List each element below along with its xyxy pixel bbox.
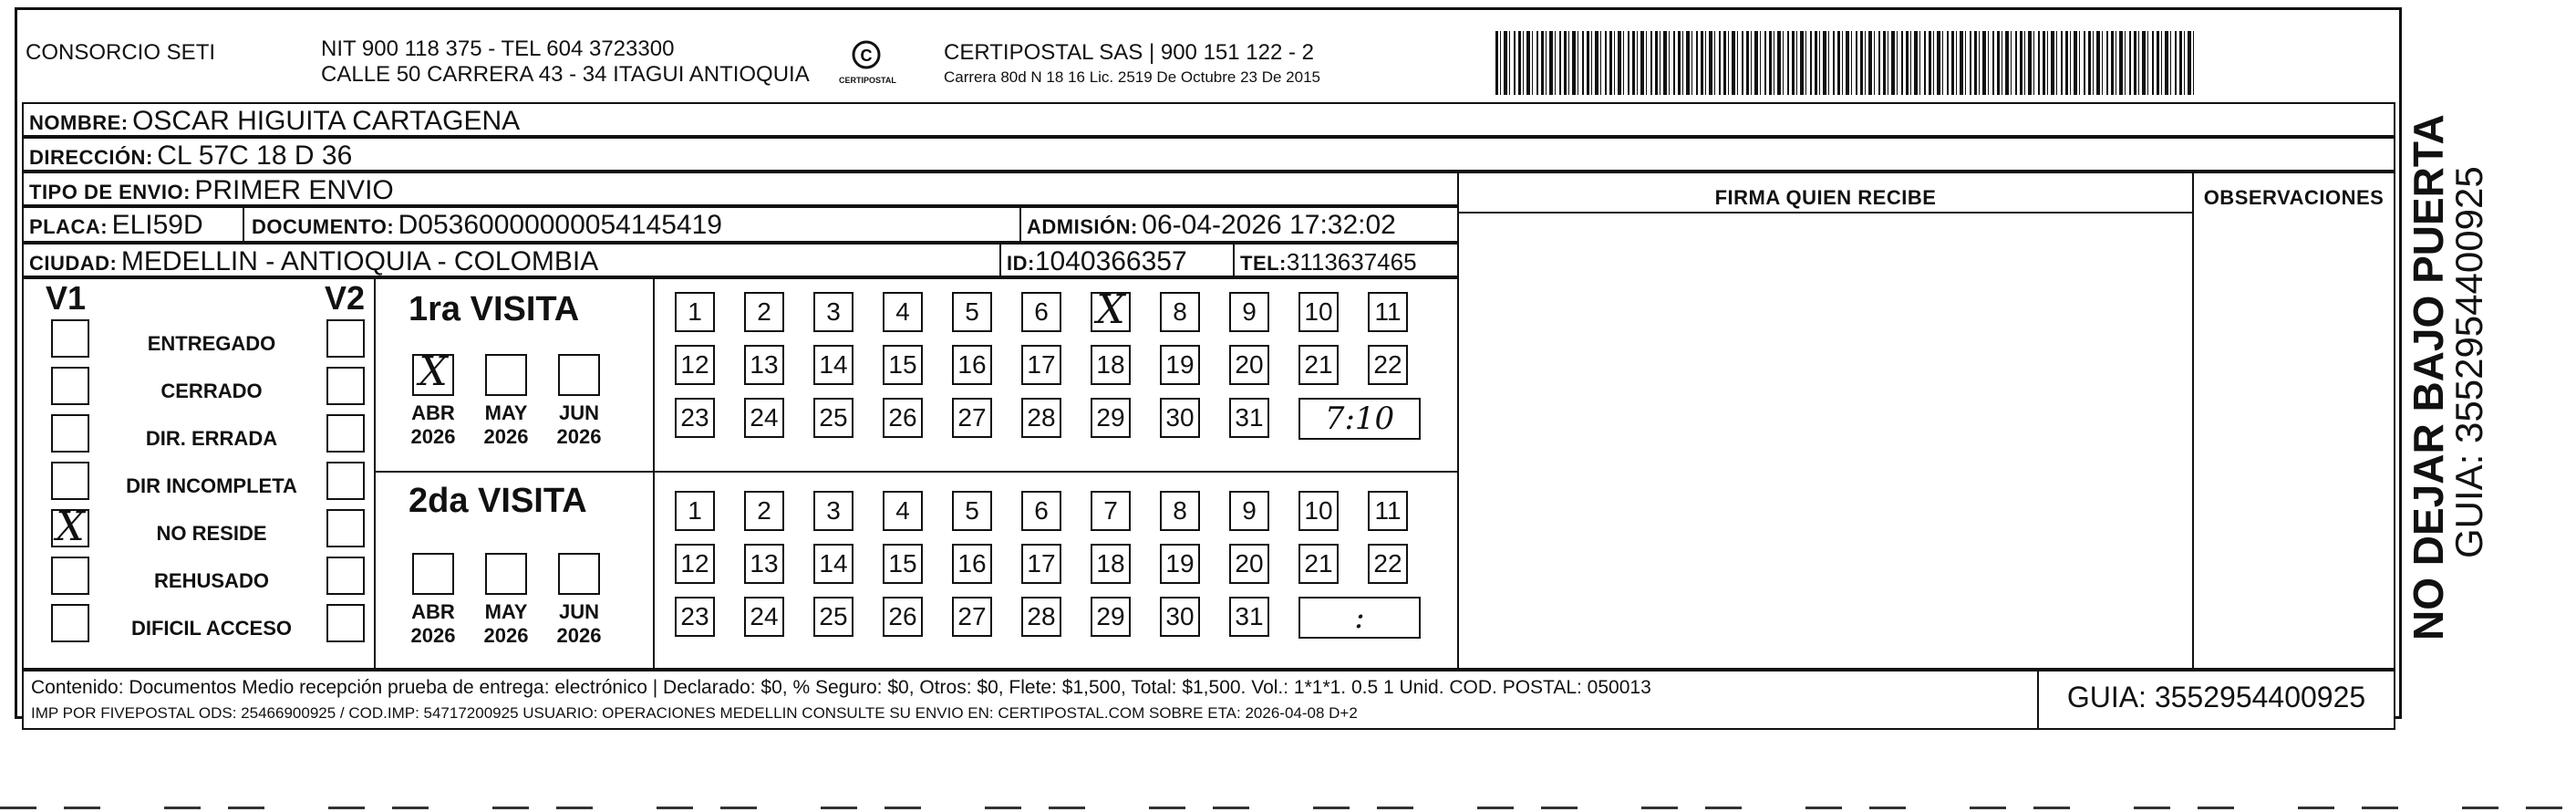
month-label <box>479 401 533 449</box>
nombre-value: OSCAR HIGUITA CARTAGENA <box>132 106 521 136</box>
admision-label: ADMISIÓN: <box>1027 215 1138 238</box>
month-checkbox[interactable] <box>485 354 527 396</box>
direccion-label: DIRECCIÓN: <box>29 146 153 169</box>
day-box[interactable]: 8 <box>1160 292 1200 332</box>
tel-field <box>1240 248 1417 276</box>
day-box[interactable]: 31 <box>1229 398 1269 438</box>
month-label <box>479 600 533 648</box>
v2-checkbox[interactable] <box>326 319 365 358</box>
divider <box>243 206 244 243</box>
day-box[interactable]: 28 <box>1021 597 1061 637</box>
side-warning: NO DEJAR BAJO PUERTA <box>2405 114 2452 640</box>
day-box[interactable]: 2 <box>744 292 784 332</box>
day-box[interactable]: 23 <box>675 597 715 637</box>
day-box[interactable]: 26 <box>883 597 923 637</box>
day-box[interactable]: 20 <box>1229 345 1269 385</box>
footer-imp: IMP POR FIVEPOSTAL ODS: 25466900925 / COD.IMP: 54717200925 USUARIO: OPERACIONES MEDELLIN CONSULTE SU ENVIO EN: CERTIPOSTAL.COM SOBRE ETA: 2026-04-08 D+2 <box>31 704 1358 722</box>
address-line: CALLE 50 CARRERA 43 - 34 ITAGUI ANTIOQUIA <box>321 62 810 87</box>
month-year: 2026 <box>556 425 602 448</box>
v2-header: V2 <box>325 279 366 317</box>
time-box[interactable]: 7:10 <box>1298 398 1421 440</box>
v1-checkbox[interactable] <box>51 504 89 550</box>
id-label: ID: <box>1007 252 1035 275</box>
hand-mark: X <box>1096 286 1125 333</box>
day-box[interactable]: 24 <box>744 597 784 637</box>
month-name: MAY <box>484 401 528 424</box>
day-box[interactable]: 28 <box>1021 398 1061 438</box>
admision-value: 06-04-2026 17:32:02 <box>1142 210 1396 240</box>
day-box[interactable]: 11 <box>1368 292 1408 332</box>
month-name: JUN <box>558 401 599 424</box>
documento-field <box>252 210 722 241</box>
day-box[interactable]: 14 <box>813 345 853 385</box>
id-field <box>1007 246 1187 277</box>
day-box[interactable]: 3 <box>813 491 853 531</box>
day-box[interactable]: 19 <box>1160 345 1200 385</box>
ciudad-label: CIUDAD: <box>29 252 118 275</box>
month-year: 2026 <box>410 624 456 647</box>
direccion-value: CL 57C 18 D 36 <box>157 141 353 171</box>
tipo-label: TIPO DE ENVIO: <box>29 181 191 203</box>
side-guia: GUIA: 3552954400925 <box>2447 166 2490 558</box>
status-label: ENTREGADO <box>147 332 276 355</box>
day-box[interactable]: 30 <box>1160 597 1200 637</box>
day-box[interactable] <box>1091 286 1131 333</box>
v1-header: V1 <box>46 279 87 317</box>
month-checkbox[interactable] <box>412 553 454 595</box>
nit-line: NIT 900 118 375 - TEL 604 3723300 <box>321 36 675 61</box>
visit2-title: 2da VISITA <box>409 482 587 520</box>
month-name: MAY <box>484 600 528 623</box>
status-label: DIFICIL ACCESO <box>130 617 292 640</box>
day-box[interactable]: 25 <box>813 597 853 637</box>
day-box[interactable]: 1 <box>675 292 715 332</box>
tel-label: TEL: <box>1240 252 1287 275</box>
v1-checkbox[interactable] <box>51 462 89 500</box>
documento-value: D05360000000054145419 <box>398 210 722 240</box>
admision-field <box>1027 210 1396 241</box>
day-box[interactable]: 20 <box>1229 544 1269 584</box>
month-label <box>406 600 460 648</box>
v1-checkbox[interactable] <box>51 604 89 642</box>
status-label: DIR INCOMPLETA <box>126 474 297 497</box>
day-box[interactable]: 4 <box>883 292 923 332</box>
firma-column <box>1457 172 2194 670</box>
tear-line <box>0 807 2576 809</box>
divider <box>374 277 376 670</box>
certipostal-line: CERTIPOSTAL SAS | 900 151 122 - 2 <box>944 40 1314 65</box>
v1-checkbox[interactable] <box>51 557 89 595</box>
divider <box>374 471 1459 473</box>
direccion-field <box>29 141 352 172</box>
day-box[interactable]: 12 <box>675 345 715 385</box>
day-box[interactable]: 18 <box>1091 544 1131 584</box>
day-box[interactable]: 10 <box>1298 491 1339 531</box>
day-box[interactable]: 6 <box>1021 491 1061 531</box>
day-box[interactable]: 11 <box>1368 491 1408 531</box>
day-box[interactable]: 5 <box>952 292 992 332</box>
day-box[interactable]: 3 <box>813 292 853 332</box>
month-name: ABR <box>411 401 455 424</box>
logo-text: CERTIPOSTAL <box>839 76 896 85</box>
status-label: CERRADO <box>160 380 263 402</box>
divider <box>653 277 655 670</box>
month-checkbox[interactable] <box>558 553 600 595</box>
day-box[interactable]: 27 <box>952 597 992 637</box>
documento-label: DOCUMENTO: <box>252 215 395 238</box>
day-box[interactable]: 22 <box>1368 345 1408 385</box>
nombre-label: NOMBRE: <box>29 111 129 134</box>
day-box[interactable]: 10 <box>1298 292 1339 332</box>
day-box[interactable]: 25 <box>813 398 853 438</box>
v2-checkbox[interactable] <box>326 367 365 405</box>
tel-value: 3113637465 <box>1286 248 1417 276</box>
day-box[interactable]: 9 <box>1229 491 1269 531</box>
month-year: 2026 <box>556 624 602 647</box>
day-box[interactable]: 23 <box>675 398 715 438</box>
day-box[interactable]: 21 <box>1298 544 1339 584</box>
day-box[interactable]: 17 <box>1021 345 1061 385</box>
day-box[interactable]: 8 <box>1160 491 1200 531</box>
v2-checkbox[interactable] <box>326 557 365 595</box>
day-box[interactable]: 27 <box>952 398 992 438</box>
day-box[interactable]: 13 <box>744 544 784 584</box>
day-box[interactable]: 4 <box>883 491 923 531</box>
day-box[interactable]: 6 <box>1021 292 1061 332</box>
day-box[interactable]: 2 <box>744 491 784 531</box>
v2-checkbox[interactable] <box>326 414 365 453</box>
hand-mark: X <box>56 504 85 550</box>
divider <box>1233 243 1235 277</box>
placa-label: PLACA: <box>29 215 109 238</box>
tipo-value: PRIMER ENVIO <box>194 175 394 205</box>
month-label <box>552 401 606 449</box>
hand-mark: X <box>419 349 448 395</box>
nombre-field <box>29 106 520 137</box>
month-year: 2026 <box>410 425 456 448</box>
day-box[interactable]: 5 <box>952 491 992 531</box>
day-box[interactable]: 15 <box>883 345 923 385</box>
day-box[interactable]: 7 <box>1091 491 1131 531</box>
footer-guia: GUIA: 3552954400925 <box>2066 681 2366 713</box>
day-box[interactable]: 16 <box>952 345 992 385</box>
day-box[interactable]: 15 <box>883 544 923 584</box>
status-label: NO RESIDE <box>156 522 267 545</box>
month-name: ABR <box>411 600 455 623</box>
divider <box>1019 206 1021 243</box>
month-label <box>406 401 460 449</box>
ciudad-field <box>29 246 598 277</box>
day-box[interactable]: 26 <box>883 398 923 438</box>
v1-checkbox[interactable] <box>51 414 89 453</box>
day-box[interactable]: 14 <box>813 544 853 584</box>
firma-header: FIRMA QUIEN RECIBE <box>1714 186 1937 209</box>
tipo-field <box>29 175 394 206</box>
month-year: 2026 <box>483 624 529 647</box>
placa-field <box>29 210 203 241</box>
day-box[interactable]: 16 <box>952 544 992 584</box>
day-box[interactable]: 12 <box>675 544 715 584</box>
v2-checkbox[interactable] <box>326 509 365 547</box>
day-box[interactable]: 13 <box>744 345 784 385</box>
direccion-row <box>22 137 2395 172</box>
month-year: 2026 <box>483 425 529 448</box>
v2-checkbox[interactable] <box>326 462 365 500</box>
day-box[interactable]: 18 <box>1091 345 1131 385</box>
observaciones-column <box>2192 172 2395 670</box>
day-box[interactable]: 19 <box>1160 544 1200 584</box>
month-name: JUN <box>558 600 599 623</box>
status-label: DIR. ERRADA <box>145 427 278 450</box>
month-checkbox[interactable] <box>412 349 454 396</box>
status-label: REHUSADO <box>154 569 269 592</box>
day-box[interactable]: 30 <box>1160 398 1200 438</box>
v1-checkbox[interactable] <box>51 367 89 405</box>
day-box[interactable]: 24 <box>744 398 784 438</box>
day-box[interactable]: 9 <box>1229 292 1269 332</box>
time-box[interactable]: : <box>1298 597 1421 639</box>
svg-text:C: C <box>860 47 873 65</box>
day-box[interactable]: 21 <box>1298 345 1339 385</box>
license-line: Carrera 80d N 18 16 Lic. 2519 De Octubre 23 De 2015 <box>944 68 1320 86</box>
placa-value: ELI59D <box>111 210 203 240</box>
company-name: CONSORCIO SETI <box>26 40 216 65</box>
month-checkbox[interactable] <box>485 553 527 595</box>
month-checkbox[interactable] <box>558 354 600 396</box>
day-box[interactable]: 22 <box>1368 544 1408 584</box>
divider <box>999 243 1001 277</box>
observaciones-header: OBSERVACIONES <box>2203 186 2385 209</box>
footer-contenido: Contenido: Documentos Medio recepción prueba de entrega: electrónico | Declarado: $0, % Seguro: $0, Otros: $0, Flete: $1,500, Total: $1,500. Vol.: 1*1*1. 0.5 1 Unid. COD. POSTAL: 050013 <box>31 677 1651 698</box>
id-value: 1040366357 <box>1034 246 1187 276</box>
day-box[interactable]: 17 <box>1021 544 1061 584</box>
visit1-title: 1ra VISITA <box>409 290 580 328</box>
day-box[interactable]: 31 <box>1229 597 1269 637</box>
month-label <box>552 600 606 648</box>
ciudad-value: MEDELLIN - ANTIOQUIA - COLOMBIA <box>120 246 599 276</box>
day-box[interactable]: 29 <box>1091 597 1131 637</box>
v1-checkbox[interactable] <box>51 319 89 358</box>
day-box[interactable]: 1 <box>675 491 715 531</box>
v2-checkbox[interactable] <box>326 604 365 642</box>
day-box[interactable]: 29 <box>1091 398 1131 438</box>
